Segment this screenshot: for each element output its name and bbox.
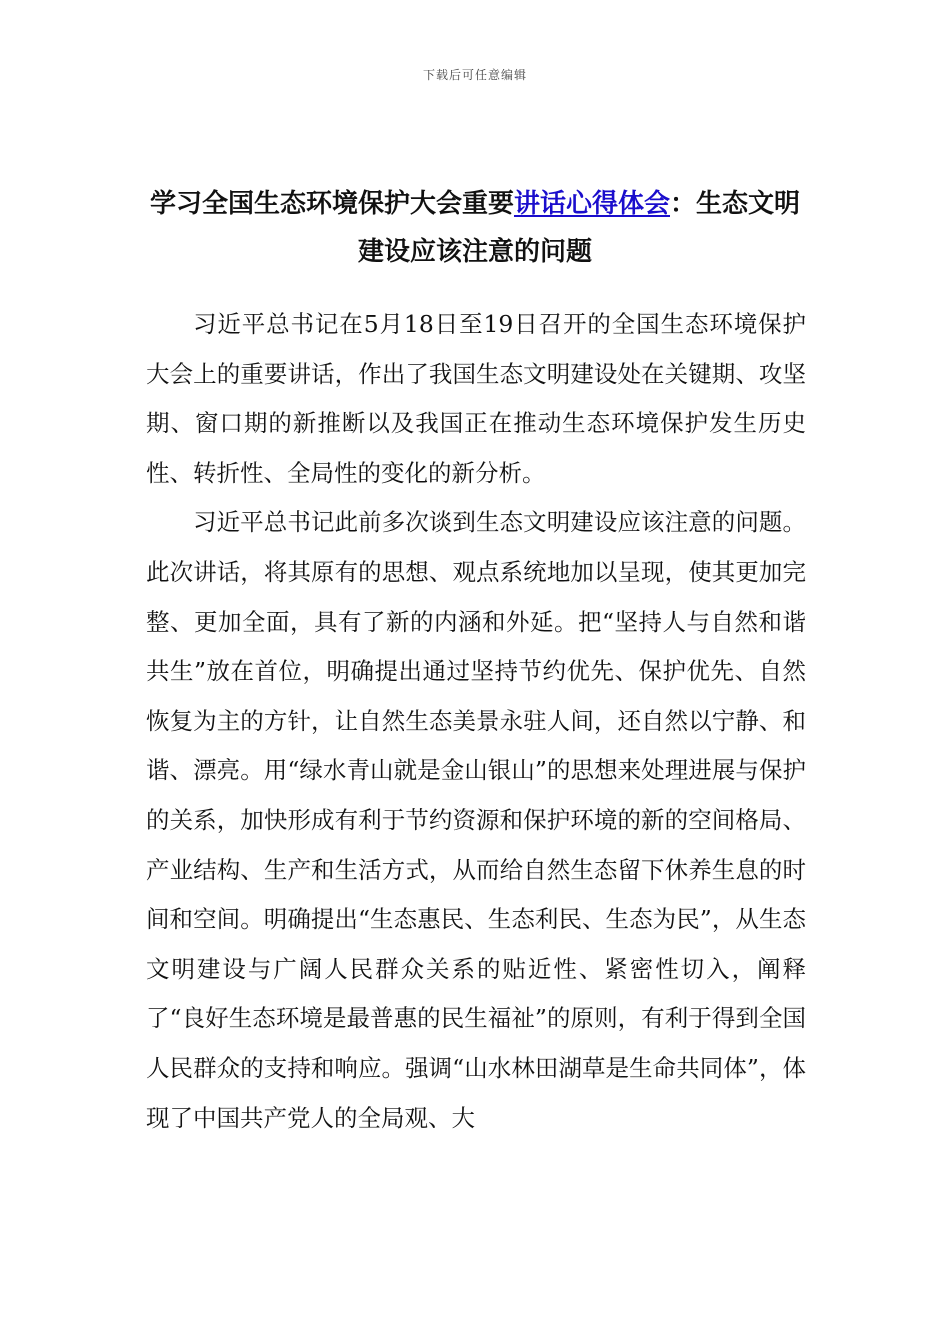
paragraph-2: 习近平总书记此前多次谈到生态文明建设应该注意的问题。此次讲话，将其原有的思想、观点系统地加以呈现，使其更加完整、更加全面，具有了新的内涵和外延。把“坚持人与自然和谐共生”放在首位，明确提出通过坚持节约优先、保护优先、自然恢复为主的方针，让自然生态美景永驻人间，还自然以宁静、和谐、漂亮。用“绿水青山就是金山银山”的思想来处理进展与保护的关系，加快形成有利于节约资源和保护环境的新的空间格局、产业结构、生产和生活方式，从而给自然生态留下休养生息的时间和空间。明确提出“生态惠民、生态利民、生态为民”，从生态文明建设与广阔人民群众关系的贴近性、紧密性切入，阐释了“良好生态环境是最普惠的民生福祉”的原则，有利于得到全国人民群众的支持和响应。强调“山水林田湖草是生命共同体”，体现了中国共产党人的全局观、大 (146, 508, 806, 1132)
title-link[interactable]: 讲话心得体会 (513, 189, 670, 219)
title-suffix: ：生态文明建设应该注意的问题 (357, 189, 801, 267)
document-title (140, 180, 810, 276)
title-prefix: 学习全国生态环境保护大会重要 (149, 189, 514, 219)
document-body (146, 300, 806, 1143)
header-note: 下载后可任意编辑 (422, 68, 527, 82)
paragraph-1: 习近平总书记在5月18日至19日召开的全国生态环境保护大会上的重要讲话，作出了我国生态文明建设处在关键期、攻坚期、窗口期的新推断以及我国正在推动生态环境保护发生历史性、转折性、全局性的变化的新分析。 (146, 310, 806, 487)
